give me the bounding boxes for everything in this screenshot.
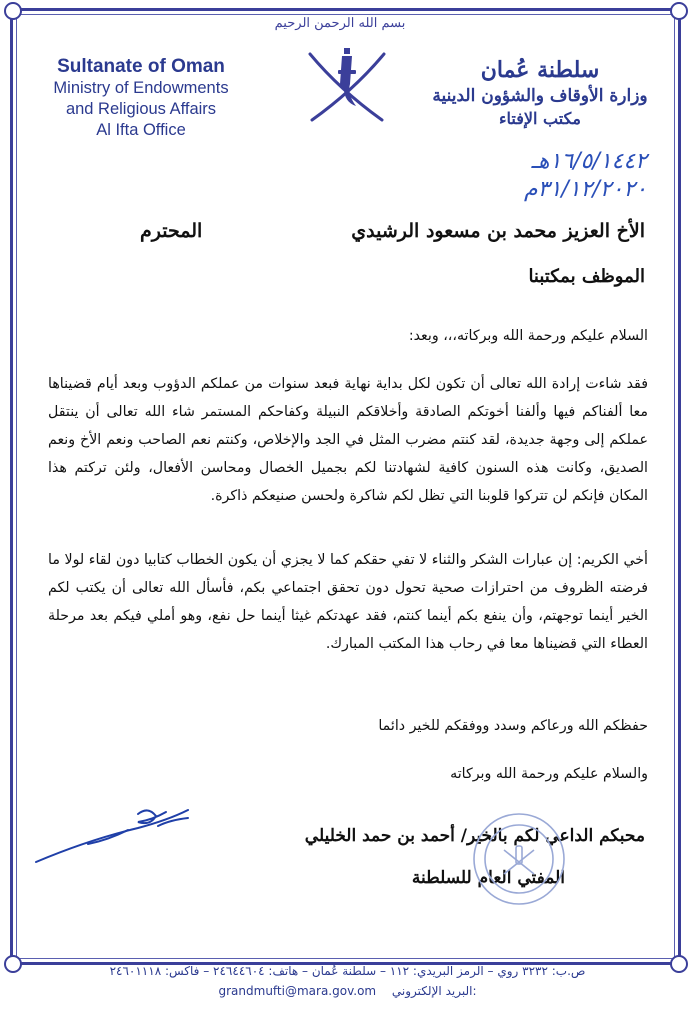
recipient-name: الأخ العزيز محمد بن مسعود الرشيدي bbox=[351, 220, 645, 242]
border-corner-ornament bbox=[670, 2, 688, 20]
handwritten-dates bbox=[447, 148, 647, 204]
closing-salutation: والسلام عليكم ورحمة الله وبركاته bbox=[450, 766, 648, 782]
national-emblem-icon bbox=[300, 40, 394, 126]
body-paragraph-1: فقد شاءت إرادة الله تعالى أن تكون لكل بداية نهاية فبعد سنوات من عملكم الدؤوب وبعد أيام قضيناها معا ألفناكم فيها وألفنا أخوتكم الصادقة وأخلاقكم النبيلة وكفاحكم المستمر شاء الله تعالى أن ينتقل عملكم إلى وجهة جديدة، لقد كنتم مضرب المثل في الجد والإخلاص، وكنتم نعم الصاحب ونعم الأخ ونعم الصديق، وكانت هذه السنون كافية لشهادتنا لكم بجميل الخصال ومحاسن الأفعال، ولئن تركتم هذا المكان فإنكم لن تتركوا قلوبنا التي تظل لكم شاكرة ولحسن صنيعكم ذاكرة. bbox=[48, 376, 648, 504]
official-stamp-icon bbox=[470, 810, 568, 908]
greeting: السلام عليكم ورحمة الله وبركاته،،، وبعد: bbox=[408, 328, 648, 344]
signatory-title: المفتي العام للسلطنة bbox=[411, 868, 565, 888]
country-name-ar: سلطنة عُمان bbox=[480, 57, 600, 83]
footer-address: ص.ب: ٣٢٣٢ روي – الرمز البريدي: ١١٢ – سلطنة عُمان – هاتف: ٢٤٦٤٤٦٠٤ – فاكس: ٢٤٦٠١١١٨ bbox=[109, 964, 586, 978]
border-corner-ornament bbox=[4, 2, 22, 20]
handwritten-signature-icon bbox=[28, 800, 228, 870]
hijri-date: ١٦/٥/١٤٤٢هـ bbox=[531, 149, 647, 174]
ministry-name-en-2: and Religious Affairs bbox=[65, 100, 217, 118]
ministry-name-ar: وزارة الأوقاف والشؤون الدينية bbox=[432, 86, 648, 106]
basmala: بسم الله الرحمن الرحيم bbox=[274, 16, 406, 31]
recipient-subject: الموظف بمكتبنا bbox=[528, 266, 645, 287]
body-paragraph-2: أخي الكريم: إن عبارات الشكر والثناء لا تفي حقكم كما لا يجزي أن يكون الخطاب كتابيا دون لقاء لولا ما فرضته الظروف من احترازات صحية تحول دون تحقق اجتماعي بكم، فأسأل الله تعالى أن يكتب لكم الخير أينما توجهتم، وأن ينفع بكم أينما كنتم، فقد عهدتكم غيثا أينما حل نفع، وهو أملي فيكم بعد مرحلة العطاء التي قضيناها معا في رحاب هذا المكتب المبارك. bbox=[48, 552, 648, 652]
gregorian-date: ٣١/١٢/٢٠٢٠م bbox=[524, 177, 647, 202]
arabic-letterhead bbox=[415, 56, 665, 130]
ministry-name-en-1: Ministry of Endowments bbox=[53, 79, 229, 97]
signature-line: محبكم الداعي لكم بالخير/ أحمد بن حمد الخليلي bbox=[304, 826, 645, 846]
border-corner-ornament bbox=[4, 955, 22, 973]
english-letterhead bbox=[36, 56, 246, 141]
office-name-en: Al Ifta Office bbox=[96, 121, 186, 139]
recipient-honorific: المحترم bbox=[140, 220, 203, 242]
footer-email-label: البريد الإلكتروني: bbox=[391, 984, 477, 998]
footer-email-line bbox=[40, 984, 655, 998]
closing-prayer: حفظكم الله ورعاكم وسدد ووفقكم للخير دائما bbox=[378, 718, 648, 734]
country-name-en: Sultanate of Oman bbox=[57, 56, 225, 77]
office-name-ar: مكتب الإفتاء bbox=[499, 109, 581, 128]
footer-email[interactable]: grandmufti@mara.gov.om bbox=[218, 984, 377, 998]
border-corner-ornament bbox=[670, 955, 688, 973]
